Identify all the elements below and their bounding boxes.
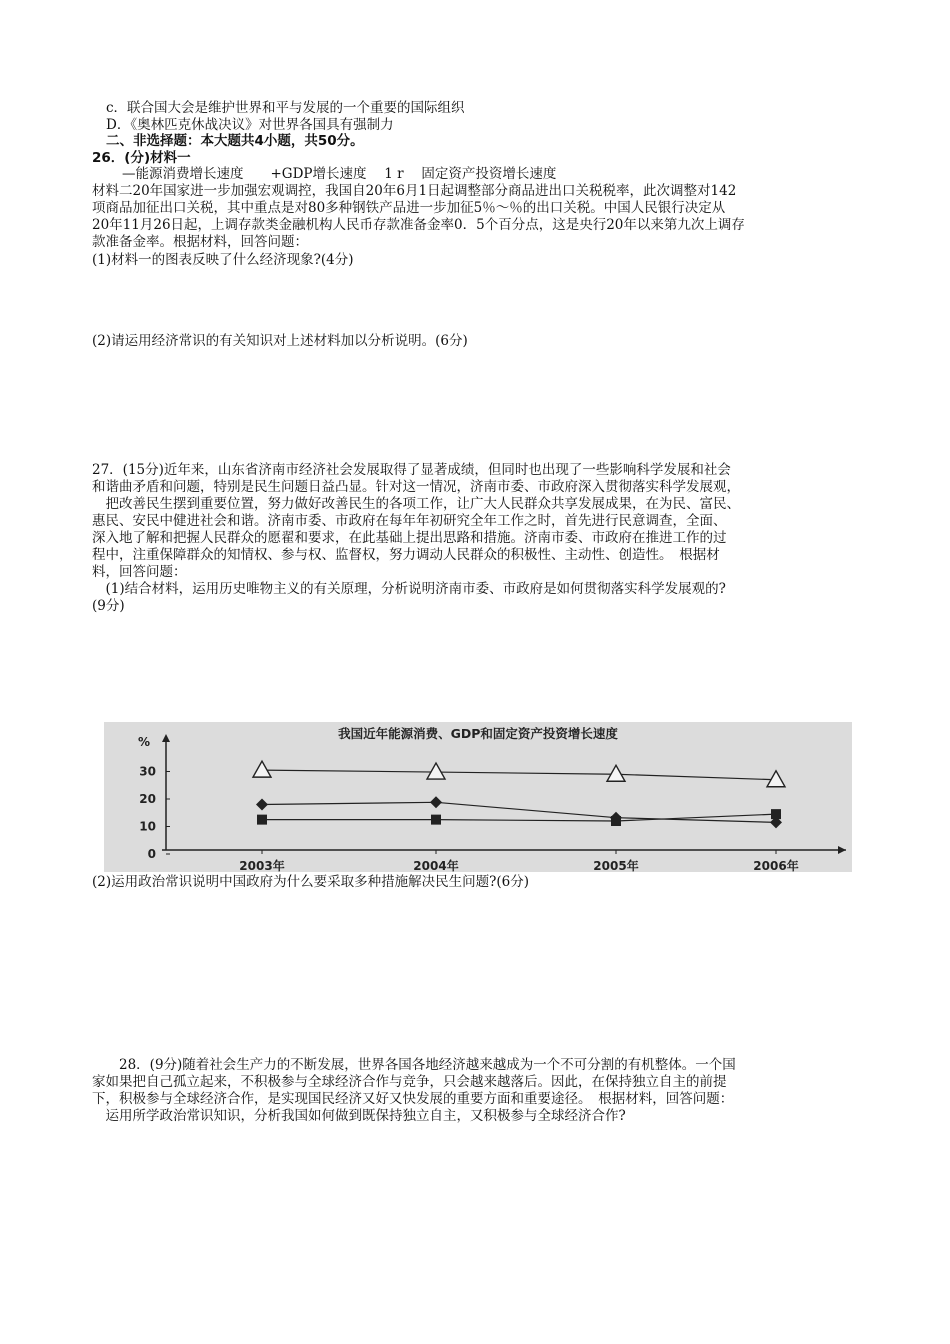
- y-axis-unit-label: %: [138, 735, 151, 749]
- q27-part-1: (1)结合材料，运用历史唯物主义的有关原理，分析说明济南市委、市政府是如何贯彻落实科学发展观的?: [92, 581, 726, 597]
- option-c: c．联合国大会是维护世界和平与发展的一个重要的国际组织: [106, 100, 465, 116]
- q26-heading: 26．(分)材料一: [92, 150, 191, 166]
- q27-line-6: 程中，注重保障群众的知情权、参与权、监督权，努力调动人民群众的积极性、主动性、创造性。 根据材: [92, 547, 720, 563]
- q26-part-1: (1)材料一的图表反映了什么经济现象?(4分): [92, 252, 354, 268]
- section-heading: 二、非选择题：本大题共4小题，共50分。: [106, 133, 364, 149]
- y-tick-label: 20: [139, 792, 156, 806]
- q28-line-4: 运用所学政治常识知识，分析我国如何做到既保持独立自主，又积极参与全球经济合作?: [92, 1108, 626, 1124]
- x-axis-arrow: [838, 846, 846, 854]
- y-tick-label: 30: [139, 764, 156, 779]
- q26-part-2: (2)请运用经济常识的有关知识对上述材料加以分析说明。(6分): [92, 333, 468, 349]
- y-tick-label: 10: [139, 819, 156, 834]
- q28-line-3: 下，积极参与全球经济合作，是实现国民经济又好又快发展的重要方面和重要途径。 根据材料，回答问题：: [92, 1091, 734, 1107]
- q27-line-2: 和谐曲矛盾和问题，特别是民生问题日益凸显。针对这一情况，济南市委、市政府深入贯彻落实科学发展观，: [92, 479, 740, 495]
- q27-line-7: 料，回答问题：: [92, 564, 187, 580]
- q28-line-2: 家如果把自己孤立起来，不积极参与全球经济合作与竞争，只会越来越落后。因此，在保持独立自主的前提: [92, 1074, 727, 1090]
- x-tick-label: 2005年: [593, 859, 639, 872]
- material-two-line-3: 20年11月26日起，上调存款类金融机构人民币存款准备金率0．5个百分点，这是央行20年以来第九次上调存: [92, 217, 745, 233]
- q27-part-2: (2)运用政治常识说明中国政府为什么要采取多种措施解决民生问题?(6分): [92, 874, 529, 890]
- material-two-line-1: 材料二20年国家进一步加强宏观调控，我国自20年6月1日起调整部分商品进出口关税税率，此次调整对142: [92, 183, 737, 199]
- q27-line-3: 把改善民生摆到重要位置，努力做好改善民生的各项工作，让广大人民群众共享发展成果，在为民、富民、: [92, 496, 740, 512]
- series-line-triangle: [262, 770, 776, 780]
- material-two-line-2: 项商品加征出口关税，其中重点是对80多种钢铁产品进一步加征5％～％的出口关税。中国人民银行决定从: [92, 200, 726, 216]
- x-tick-label: 2004年: [413, 859, 459, 872]
- data-point-triangle: [767, 771, 785, 787]
- q27-line-4: 惠民、安民中健进社会和谐。济南市委、市政府在每年年初研究全年工作之时，首先进行民意调查，全面、: [92, 513, 727, 529]
- growth-rate-chart: [104, 722, 852, 872]
- q27-part-1-score: (9分): [92, 598, 125, 614]
- x-tick-label: 2003年: [239, 859, 285, 872]
- chart-legend-line: —能源消费增长速度 +GDP增长速度 1 r 固定资产投资增长速度: [122, 166, 557, 182]
- data-point-square: [257, 815, 267, 825]
- q27-line-5: 深入地了解和把握人民群众的愿翟和要求，在此基础上提出思路和措施。济南市委、市政府在推进工作的过: [92, 530, 727, 546]
- data-point-square: [431, 815, 441, 825]
- data-point-diamond: [256, 799, 268, 811]
- y-tick-label: 0: [147, 847, 156, 861]
- data-point-diamond: [430, 796, 442, 808]
- data-point-square: [771, 809, 781, 819]
- option-d: D．《奥林匹克休战决议》对世界各国具有强制力: [106, 117, 394, 133]
- chart-title: 我国近年能源消费、GDP和固定资产投资增长速度: [338, 726, 618, 741]
- q27-line-1: 27．(15分)近年来，山东省济南市经济社会发展取得了显著成绩，但同时也出现了一些影响科学发展和社会: [92, 462, 731, 478]
- data-point-triangle: [607, 765, 625, 781]
- data-point-square: [611, 816, 621, 826]
- data-point-triangle: [253, 761, 271, 777]
- data-point-triangle: [427, 763, 445, 779]
- q28-line-1: 28．(9分)随着社会生产力的不断发展，世界各国各地经济越来越成为一个不可分割的有机整体。一个国: [92, 1057, 736, 1073]
- chart-canvas: [104, 722, 852, 872]
- material-two-line-4: 款准备金率。根据材料，回答问题：: [92, 234, 308, 250]
- y-axis-arrow: [162, 734, 170, 742]
- x-tick-label: 2006年: [753, 859, 799, 872]
